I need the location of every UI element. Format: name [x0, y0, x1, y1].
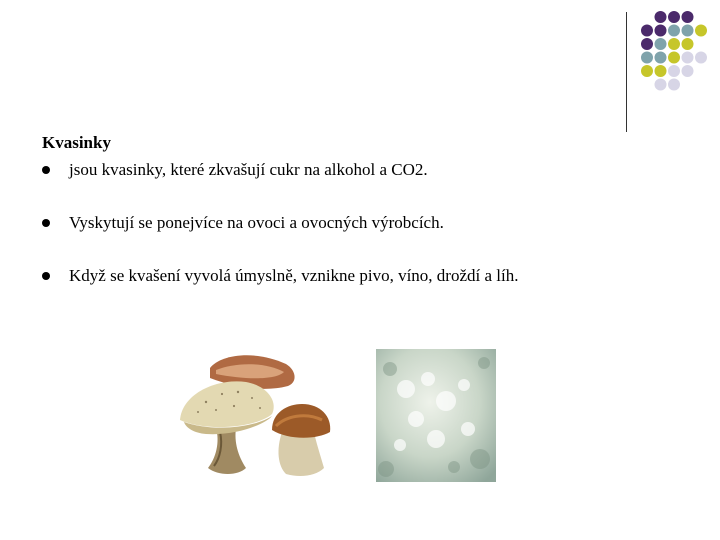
decoration-dot: [655, 65, 667, 77]
bullet-dot-icon: [42, 219, 50, 227]
decoration-dot: [682, 25, 694, 37]
decoration-dot: [668, 52, 680, 64]
bullet-item: [42, 213, 692, 233]
decoration-dot: [668, 11, 680, 23]
decoration-dot: [682, 65, 694, 77]
bullet-text: Vyskytují se ponejvíce na ovoci a ovocných výrobcích.: [69, 213, 444, 232]
decoration-dot: [682, 38, 694, 50]
decoration-dot: [655, 52, 667, 64]
decoration-dot: [668, 65, 680, 77]
bullet-text: jsou kvasinky, které zkvašují cukr na alkohol a CO2.: [69, 160, 428, 179]
decoration-dot: [641, 25, 653, 37]
decoration-dot: [695, 52, 707, 64]
slide-heading: Kvasinky: [42, 133, 111, 152]
decoration-dot: [641, 38, 653, 50]
mushrooms-photo: [176, 350, 336, 480]
decoration-dot: [655, 38, 667, 50]
decoration-dot: [668, 25, 680, 37]
decoration-dot: [655, 11, 667, 23]
bullet-dot-icon: [42, 272, 50, 280]
bullet-dot-icon: [42, 166, 50, 174]
decoration-dot: [641, 65, 653, 77]
bullet-item: [42, 266, 692, 286]
decoration-dot: [668, 79, 680, 91]
bullet-item: [42, 160, 692, 180]
vertical-divider: [626, 12, 627, 132]
bullet-text: Když se kvašení vyvolá úmyslně, vznikne pivo, víno, droždí a líh.: [69, 266, 519, 285]
decoration-dot: [682, 11, 694, 23]
decoration-dot: [641, 52, 653, 64]
decoration-dot: [695, 25, 707, 37]
slide-content: [42, 133, 692, 286]
decoration-dot: [682, 52, 694, 64]
decoration-dot: [668, 38, 680, 50]
decoration-dot: [655, 79, 667, 91]
decoration-dot: [655, 25, 667, 37]
yeast-culture-photo: [376, 349, 496, 482]
dot-grid-decoration: [0, 0, 720, 140]
